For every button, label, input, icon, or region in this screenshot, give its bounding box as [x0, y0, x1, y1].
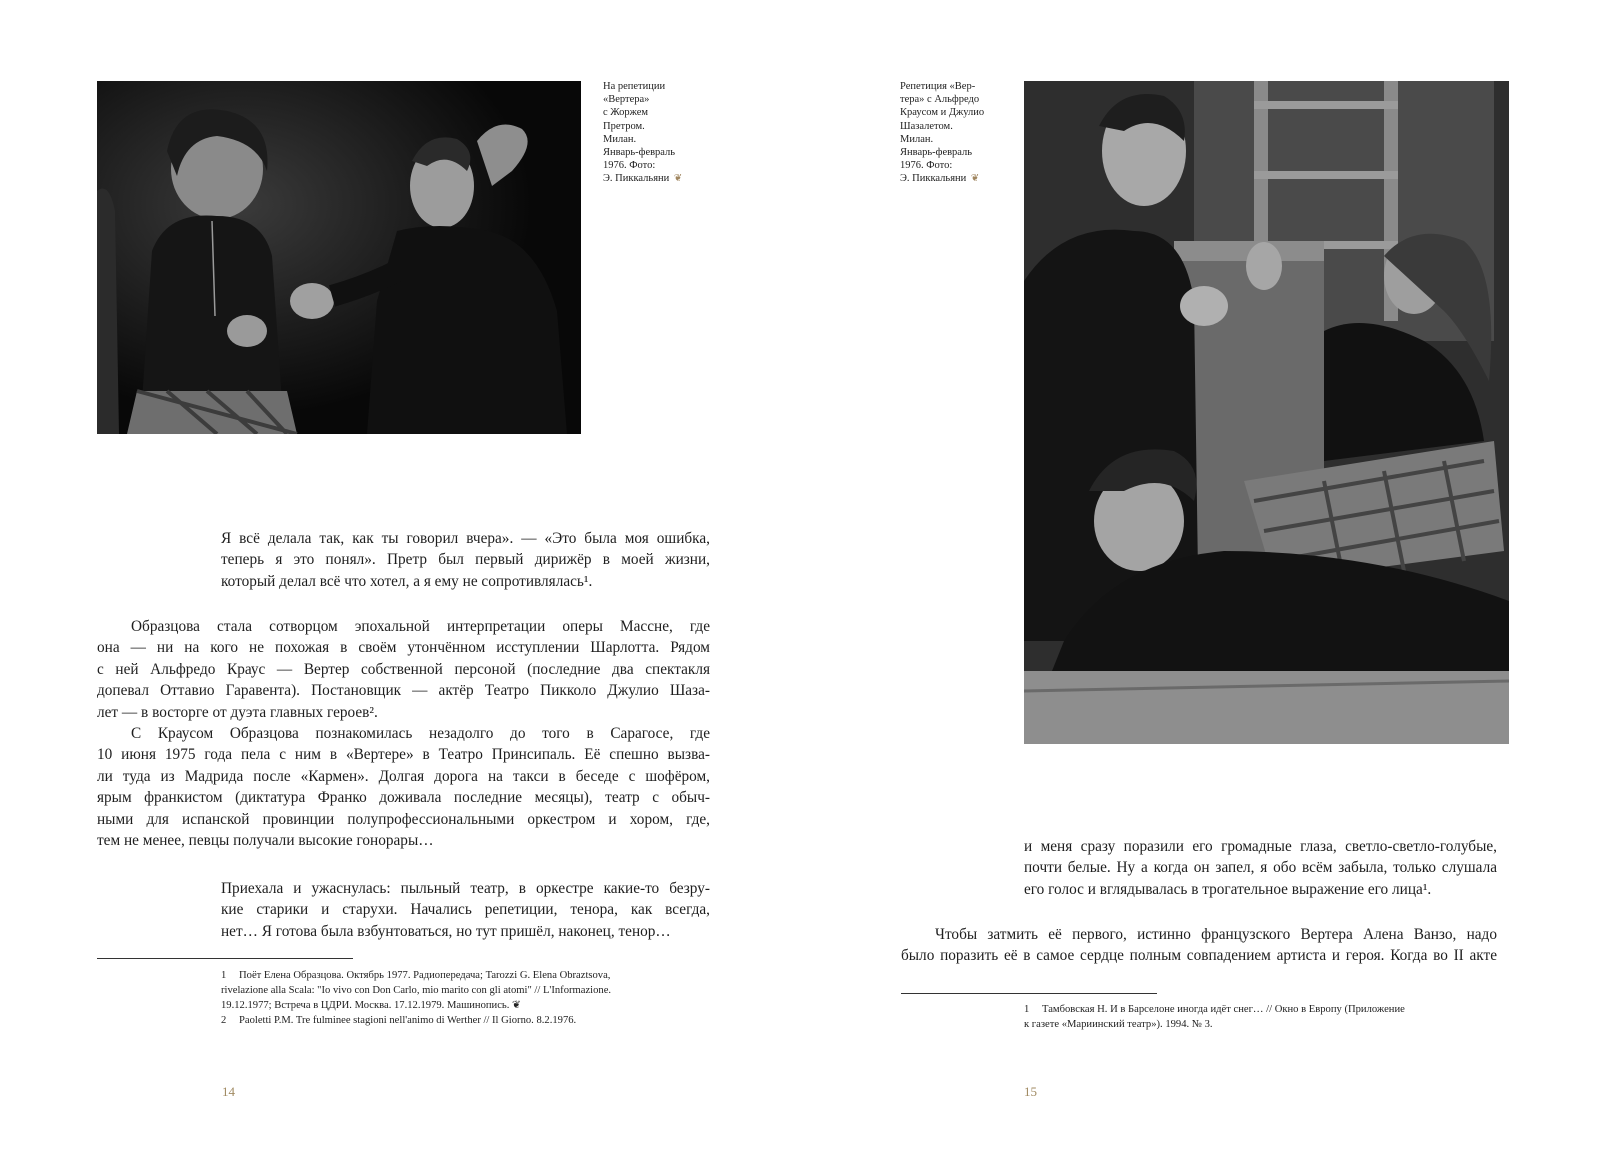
quote-block-kraus [1024, 836, 1497, 900]
footnote-separator [97, 958, 353, 959]
text-line: тем не менее, певцы получали высокие гонорары… [97, 832, 434, 850]
caption-credit: Э. Пиккальяни [603, 173, 670, 185]
text-line: допевал Оттавио Гаравента). Постановщик — актёр Театро Пикколо Джулио Шаза- [97, 682, 710, 700]
text-line: и меня сразу поразили его громадные глаза, светло-светло-голубые, [1024, 838, 1497, 855]
fleuron-icon: ❦ [673, 173, 683, 185]
text-line: с ней Альфредо Краус — Вертер собственной персоной (последние два спектакля [97, 660, 710, 678]
caption-line: Репетиция «Вер- [900, 81, 976, 92]
text-line: который делал всё что хотел, а я ему не сопротивлялась¹. [221, 572, 593, 590]
caption-line: с Жоржем [603, 107, 649, 119]
right-page [800, 0, 1600, 1149]
photo-caption [900, 80, 984, 186]
footnotes [1024, 1002, 1405, 1032]
quote-block-pretre [221, 528, 710, 592]
footnote-line: к газете «Мариинский театр»). 1994. № 3. [1024, 1019, 1213, 1030]
caption-line: Милан. [603, 133, 637, 145]
text-line: она — ни на кого не похожая в своём утончённом исступлении Шарлотта. Рядом [97, 639, 710, 657]
fleuron-icon: ❦ [970, 173, 980, 185]
caption-line: 1976. Фото: [900, 160, 953, 172]
text-line: ярым франкистом (диктатура Франко доживала последние месяцы), театр с обыч- [97, 789, 710, 807]
caption-line: Краусом и Джулио [900, 107, 985, 119]
text-line: Я всё делала так, как ты говорил вчера». — «Это была моя ошибка, [221, 530, 710, 547]
page-number: 14 [222, 1084, 235, 1099]
caption-line: 1976. Фото: [603, 160, 656, 172]
caption-line: Январь-февраль [603, 147, 676, 159]
text-line: нет… Я готова была взбунтоваться, но тут пришёл, наконец, тенор… [221, 922, 671, 940]
footnote-line [221, 1013, 611, 1028]
text-line: теперь я это понял». Претр был первый дирижёр в моей жизни, [221, 551, 710, 569]
footnote-number: 1 [221, 970, 227, 981]
text-line: Чтобы затмить её первого, истинно французского Вертера Алена Ванзо, надо [935, 926, 1497, 943]
page-number: 15 [1024, 1084, 1037, 1099]
text-line: ли туда из Мадрида после «Кармен». Долгая дорога на такси в беседе с шофёром, [97, 767, 710, 785]
footnote-separator [901, 993, 1157, 994]
text-line: его голос и вглядывалась в трогательное выражение его лица¹. [1024, 880, 1432, 898]
footnote-line [221, 968, 611, 983]
caption-line: Претром. [603, 120, 645, 132]
footnote-text: Тамбовская Н. И в Барселоне иногда идёт снег… // Окно в Европу (Приложение [1042, 1004, 1405, 1015]
text-line: было поразить её в самое сердце полным совпадением артиста и героя. Когда во II акте [901, 947, 1497, 965]
caption-line: На репетиции [603, 81, 666, 92]
text-line: кие старики и старухи. Начались репетиции, тенора, как всегда, [221, 901, 710, 919]
caption-line: Милан. [900, 133, 934, 145]
footnote-number: 1 [1024, 1004, 1030, 1015]
caption-line [603, 172, 682, 185]
rehearsal-photo-obraztsova-pretre [97, 81, 581, 434]
footnote-line [1024, 1002, 1405, 1017]
quote-block-zaragoza [221, 878, 710, 942]
footnote-line: 19.12.1977; Встреча в ЦДРИ. Москва. 17.12.1979. Машинопись. ❦ [221, 1000, 521, 1011]
text-line: Образцова стала сотворцом эпохальной интерпретации оперы Массне, где [131, 618, 710, 635]
caption-line: «Вертера» [603, 94, 650, 106]
text-line: почти белые. Ну а когда он запел, я обо всём забыла, только слушала [1024, 859, 1497, 877]
text-line: 10 июня 1975 года пела с ним в «Вертере» в Театро Принсипаль. Её спешно вызва- [97, 746, 710, 764]
footnote-number: 2 [221, 1015, 227, 1026]
caption-line [900, 172, 984, 185]
caption-credit: Э. Пиккальяни [900, 173, 967, 185]
footnote-line: rivelazione alla Scala: "Io vivo con Don Carlo, mio marito con gli atomi" // L'Informazione. [221, 985, 612, 996]
footnotes [221, 968, 611, 1028]
caption-line: тера» с Альфредо [900, 94, 980, 106]
footnote-text: Paoletti P.M. Tre fulminee stagioni nell'animo di Werther // Il Giorno. 8.2.1976. [239, 1015, 577, 1026]
rehearsal-photo-kraus-chazalettes [1024, 81, 1509, 744]
photo-caption [603, 80, 682, 186]
text-line: ными для испанской провинции полупрофессиональными оркестром и хором, где, [97, 810, 710, 828]
paragraph-massenet [97, 616, 710, 851]
text-line: С Краусом Образцова познакомилась незадолго до того в Сарагосе, где [131, 725, 710, 743]
caption-line: Январь-февраль [900, 147, 973, 159]
footnote-text: Поёт Елена Образцова. Октябрь 1977. Радиопередача; Tarozzi G. Elena Obraztsova, [239, 970, 611, 981]
paragraph-vanzo [901, 924, 1497, 967]
caption-line: Шазалетом. [900, 120, 953, 132]
text-line: Приехала и ужаснулась: пыльный театр, в оркестре какие-то безру- [221, 880, 710, 897]
text-line: лет — в восторге от дуэта главных героев². [97, 703, 378, 721]
